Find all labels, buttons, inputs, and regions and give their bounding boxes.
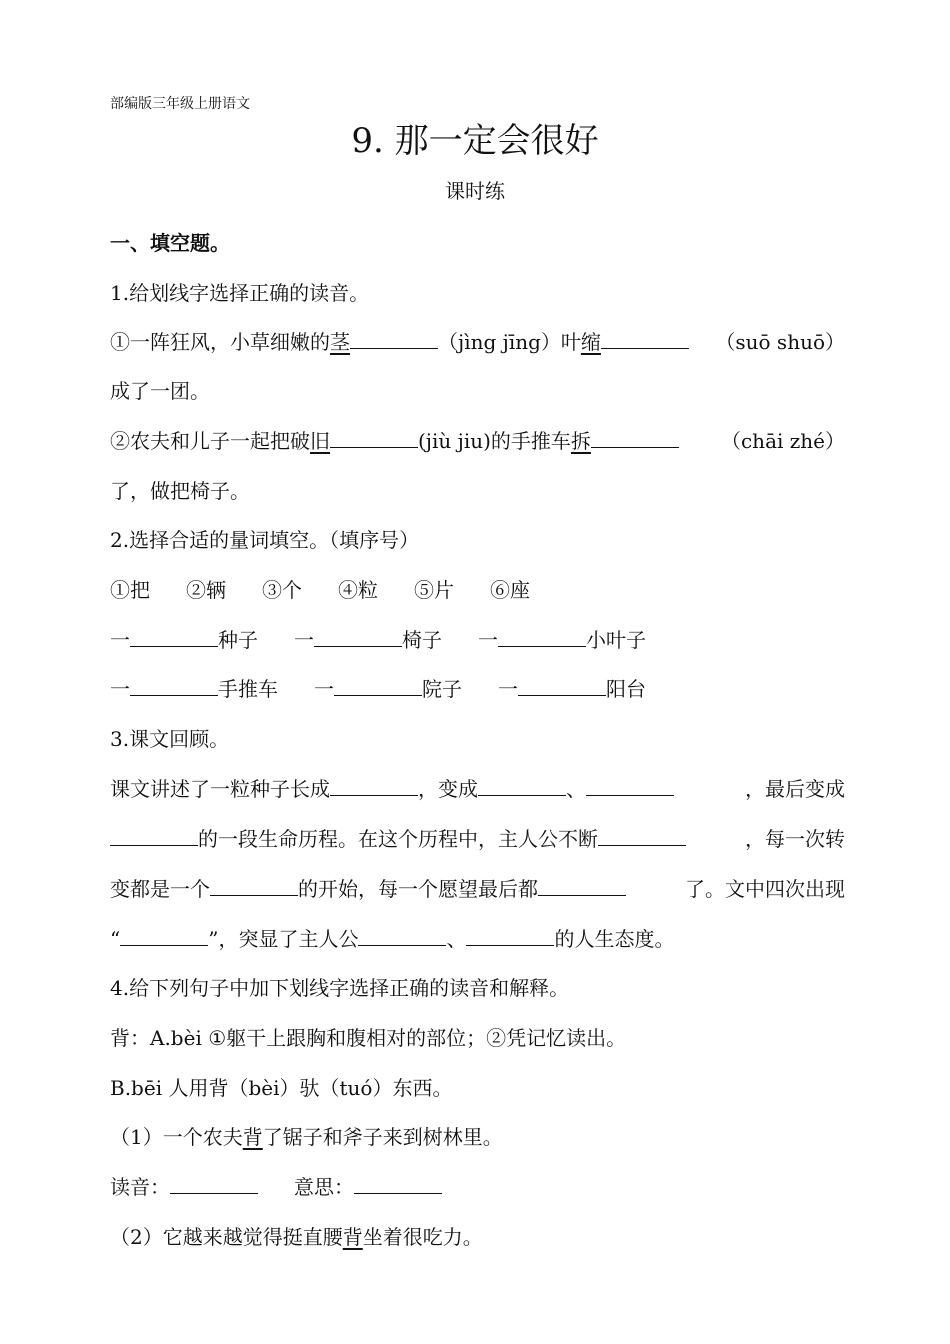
q3-l4-text-b: ”，突显了主人公 bbox=[208, 927, 359, 951]
q1-s1-text bbox=[110, 329, 689, 355]
q3-l1-blank-1[interactable] bbox=[330, 777, 418, 796]
q2-option-4: ④粒 bbox=[338, 578, 378, 602]
q1-s2-pre: ②农夫和儿子一起把破 bbox=[110, 429, 310, 453]
q3-l4-text-c: 、 bbox=[446, 927, 467, 951]
q1-s1-blank-2[interactable] bbox=[601, 330, 689, 349]
q1-s1-options-1: （jìng jīng）叶 bbox=[438, 330, 581, 354]
section-heading-fill-in: 一、填空题。 bbox=[110, 231, 230, 255]
q4-s1-underlined-word: 背 bbox=[242, 1125, 263, 1149]
q1-s2-underlined-word-1: 旧 bbox=[310, 429, 330, 453]
q2-r1-blank-1[interactable] bbox=[130, 628, 218, 647]
q3-l2-text-a: 的一段生命历程。在这个历程中，主人公不断 bbox=[198, 827, 598, 851]
q2-option-2: ②辆 bbox=[186, 578, 226, 602]
q1-s1-underlined-word-2: 缩 bbox=[580, 330, 601, 354]
q1-s1-options-2: （suō shuō） bbox=[715, 330, 845, 354]
q1-s2-options-2: （chāi zhé） bbox=[720, 429, 845, 453]
q3-label: 3.课文回顾。 bbox=[110, 727, 230, 751]
q3-l4-blank-1[interactable] bbox=[120, 927, 208, 946]
q2-row-2 bbox=[110, 676, 845, 702]
q3-l2-blank-1[interactable] bbox=[110, 827, 198, 846]
header-note: 部编版三年级上册语文 bbox=[110, 96, 250, 112]
q1-s2-options-1: (jiù jiu)的手推车 bbox=[418, 429, 571, 453]
q3-l4-blank-2[interactable] bbox=[358, 927, 446, 946]
q3-l4-text-d: 的人生态度。 bbox=[554, 927, 675, 951]
q2-option-5: ⑤片 bbox=[414, 578, 454, 602]
q2-r2-blank-2[interactable] bbox=[334, 677, 422, 696]
q4-s2-underlined-word: 背 bbox=[342, 1225, 363, 1249]
q3-line-1 bbox=[110, 776, 845, 802]
q3-l3-text-a: 变都是一个 bbox=[110, 877, 210, 901]
q2-r1-blank-2[interactable] bbox=[314, 628, 402, 647]
q4-reading-label: 读音： bbox=[110, 1175, 170, 1199]
q1-label: 1.给划线字选择正确的读音。 bbox=[110, 281, 370, 305]
q2-r2-prefix-1: 一 bbox=[110, 677, 130, 701]
q1-s2-blank-2[interactable] bbox=[591, 429, 679, 448]
q3-l1-text-c: 、 bbox=[566, 777, 586, 801]
q4-definition-b: B.bēi 人用背（bèi）驮（tuó）东西。 bbox=[110, 1076, 453, 1100]
q2-r2-noun-3: 阳台 bbox=[606, 677, 646, 701]
q1-s2-continuation: 了，做把椅子。 bbox=[110, 479, 250, 503]
q2-option-6: ⑥座 bbox=[490, 578, 530, 602]
q1-sentence-2 bbox=[110, 428, 845, 454]
page-title: 9. 那一定会很好 bbox=[351, 121, 599, 161]
q4-s2-pre: （2）它越来越觉得挺直腰 bbox=[110, 1225, 343, 1249]
q4-s1-post: 了锯子和斧子来到树林里。 bbox=[262, 1125, 503, 1149]
q2-label: 2.选择合适的量词填空。（填序号） bbox=[110, 528, 420, 552]
q2-r1-noun-3: 小叶子 bbox=[586, 628, 646, 652]
q1-s1-underlined-word-1: 茎 bbox=[330, 330, 350, 354]
q4-sentence-2 bbox=[110, 1224, 845, 1250]
q2-r2-blank-1[interactable] bbox=[130, 677, 218, 696]
q4-definition-a: 背：A.bèi ①躯干上跟胸和腹相对的部位；②凭记忆读出。 bbox=[110, 1026, 627, 1050]
q3-l3-blank-2[interactable] bbox=[538, 877, 626, 896]
q4-meaning-blank[interactable] bbox=[354, 1175, 442, 1194]
q2-r1-noun-1: 种子 bbox=[218, 628, 258, 652]
q3-line-2 bbox=[110, 826, 845, 852]
q2-r2-noun-1: 手推车 bbox=[218, 677, 278, 701]
q3-l1-blank-3[interactable] bbox=[586, 777, 674, 796]
q2-r2-blank-3[interactable] bbox=[518, 677, 606, 696]
q3-l2-left bbox=[110, 826, 686, 852]
q3-line-3 bbox=[110, 876, 845, 902]
q4-meaning-label: 意思： bbox=[294, 1175, 354, 1199]
q3-l1-text-b: ，变成 bbox=[418, 777, 478, 801]
q2-row-1 bbox=[110, 627, 845, 653]
q3-l1-text-a: 课文讲述了一粒种子长成 bbox=[110, 777, 330, 801]
q3-l2-blank-2[interactable] bbox=[598, 827, 686, 846]
q3-l3-blank-1[interactable] bbox=[210, 877, 298, 896]
q2-r1-prefix-3: 一 bbox=[478, 628, 498, 652]
q1-s1-blank-1[interactable] bbox=[350, 330, 438, 349]
q4-answer-row bbox=[110, 1174, 845, 1200]
q3-l4-open-quote: “ bbox=[110, 927, 121, 951]
q1-s1-continuation: 成了一团。 bbox=[110, 379, 210, 403]
q4-s1-pre: （1）一个农夫 bbox=[110, 1125, 243, 1149]
q3-l1-text-d: ，最后变成 bbox=[745, 777, 845, 801]
q4-label: 4.给下列句子中加下划线字选择正确的读音和解释。 bbox=[110, 976, 570, 1000]
q2-r1-blank-3[interactable] bbox=[498, 628, 586, 647]
q1-s1-pre: ①一阵狂风，小草细嫩的 bbox=[110, 330, 330, 354]
q3-l3-left bbox=[110, 876, 626, 902]
q2-r1-prefix-1: 一 bbox=[110, 628, 130, 652]
q3-l1-blank-2[interactable] bbox=[478, 777, 566, 796]
q2-r1-noun-2: 椅子 bbox=[402, 628, 442, 652]
q2-r2-prefix-3: 一 bbox=[498, 677, 518, 701]
q3-l3-text-c: 了。文中四次出现 bbox=[685, 877, 845, 901]
q3-l2-text-b: ，每一次转 bbox=[745, 827, 845, 851]
q4-s2-post: 坐着很吃力。 bbox=[362, 1225, 483, 1249]
q3-l4-blank-3[interactable] bbox=[466, 927, 554, 946]
q2-options bbox=[110, 577, 845, 603]
page-subtitle: 课时练 bbox=[445, 179, 505, 203]
q3-l1-left bbox=[110, 776, 674, 802]
q2-r2-noun-2: 院子 bbox=[422, 677, 462, 701]
q2-option-3: ③个 bbox=[262, 578, 302, 602]
q1-s2-text bbox=[110, 428, 679, 454]
q2-option-1: ①把 bbox=[110, 578, 150, 602]
q1-s2-underlined-word-2: 拆 bbox=[570, 429, 591, 453]
q3-line-4 bbox=[110, 926, 845, 952]
q1-sentence-1 bbox=[110, 329, 845, 355]
q1-s2-blank-1[interactable] bbox=[330, 429, 418, 448]
q4-sentence-1 bbox=[110, 1124, 845, 1150]
q3-l3-text-b: 的开始，每一个愿望最后都 bbox=[298, 877, 538, 901]
q2-r1-prefix-2: 一 bbox=[294, 628, 314, 652]
q2-r2-prefix-2: 一 bbox=[314, 677, 334, 701]
q4-reading-blank[interactable] bbox=[170, 1175, 258, 1194]
